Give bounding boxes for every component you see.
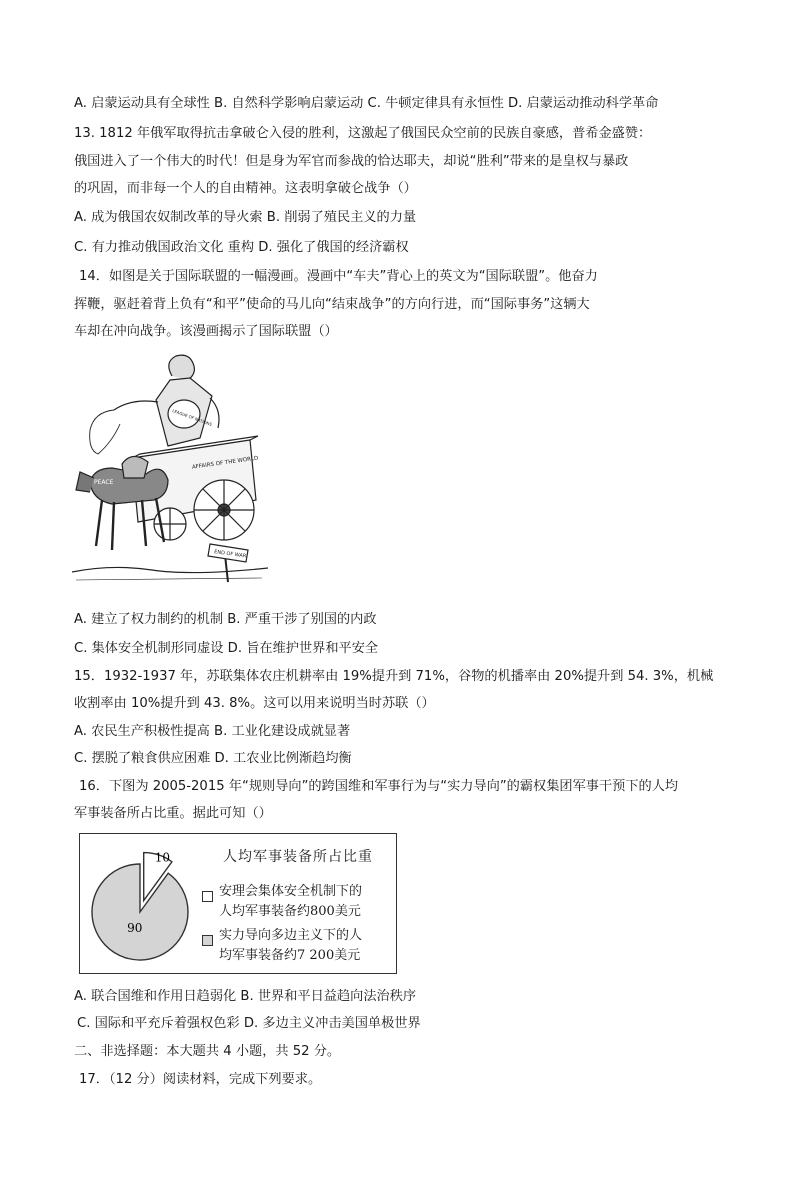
- legend-label-2: [219, 926, 362, 966]
- q16-options-ab: A. 联合国维和作用日趋弱化 B. 世界和平日益趋向法治秩序: [74, 989, 417, 1004]
- q14-stem-3: 车却在冲向战争。该漫画揭示了国际联盟（）: [74, 324, 338, 339]
- q14-stem-1: 14．如图是关于国际联盟的一幅漫画。漫画中“车夫”背心上的英文为“国际联盟”。他奋力: [79, 269, 598, 284]
- sign-label: END OF WAR: [213, 549, 247, 560]
- legend-label-1-line-2: 人均军事装备约800美元: [219, 904, 361, 919]
- q15-options-cd: C. 摆脱了粮食供应困难 D. 工农业比例渐趋均衡: [74, 751, 352, 766]
- legend-swatch-white: [202, 891, 213, 902]
- chart-title: 人均军事装备所占比重: [223, 849, 373, 865]
- pie-label-2: 90: [127, 920, 143, 935]
- q17-stem: 17．（12 分）阅读材料，完成下列要求。: [79, 1072, 322, 1087]
- legend-label-2-line-2: 均军事装备约7 200美元: [219, 948, 361, 963]
- pie-slice-2: [92, 864, 188, 960]
- q13-stem-2: 俄国进入了一个伟大的时代！但是身为军官而参战的恰达耶夫，却说“胜利”带来的是皇权与暴政: [74, 154, 629, 169]
- q14-stem-2: 挥鞭，驱赶着背上负有“和平”使命的马儿向“结束战争”的方向行进，而“国际事务”这辆大: [74, 297, 590, 312]
- q14-options-cd: C. 集体安全机制形同虚设 D. 旨在维护世界和平安全: [74, 641, 379, 656]
- q12-options: A. 启蒙运动具有全球性 B. 自然科学影响启蒙运动 C. 牛顿定律具有永恒性 D. 启蒙运动推动科学革命: [74, 96, 659, 111]
- driver-vest-label: LEAGUE OF NATIONS: [171, 408, 213, 427]
- q14-options-ab: A. 建立了权力制约的机制 B. 严重干涉了别国的内政: [74, 612, 377, 627]
- legend-swatch-gray: [202, 935, 213, 946]
- q13-stem-3: 的巩固，而非每一个人的自由精神。这表明拿破仑战争（）: [74, 181, 417, 196]
- q16-stem-1: 16．下图为 2005-2015 年“规则导向”的跨国维和军事行为与“实力导向”的霸权集团军事干预下的人均: [79, 779, 679, 794]
- legend-label-1: [219, 882, 362, 922]
- section-heading: 二、非选择题：本大题共 4 小题，共 52 分。: [74, 1044, 341, 1059]
- q15-stem-2: 收割率由 10%提升到 43. 8%。这可以用来说明当时苏联（）: [74, 696, 435, 711]
- legend-label-1-line-1: 安理会集体安全机制下的: [219, 884, 363, 899]
- q13-stem-1: 13. 1812 年俄军取得抗击拿破仑入侵的胜利，这激起了俄国民众空前的民族自豪感，普希金盛赞：: [74, 126, 652, 141]
- pie-label-1: 10: [154, 850, 171, 865]
- q15-options-ab: A. 农民生产积极性提高 B. 工业化建设成就显著: [74, 724, 351, 739]
- pie-chart: [88, 844, 198, 964]
- cart-label: AFFAIRS OF THE WORLD: [191, 455, 259, 471]
- q16-stem-2: 军事装备所占比重。据此可知（）: [74, 806, 272, 821]
- horse-label: PEACE: [94, 479, 114, 486]
- q15-stem-1: 15．1932-1937 年，苏联集体农庄机耕率由 19%提升到 71%，谷物的机播率由 20%提升到 54. 3%，机械: [74, 669, 714, 684]
- q16-options-cd: C. 国际和平充斥着强权色彩 D. 多边主义冲击美国单极世界: [77, 1016, 421, 1031]
- q13-options-cd: C. 有力推动俄国政治文化 重构 D. 强化了俄国的经济霸权: [74, 240, 409, 255]
- pie-chart-figure: [79, 833, 397, 974]
- legend-label-2-line-1: 实力导向多边主义下的人: [219, 928, 363, 943]
- q13-options-ab: A. 成为俄国农奴制改革的导火索 B. 削弱了殖民主义的力量: [74, 210, 417, 225]
- league-of-nations-cartoon: [72, 350, 268, 590]
